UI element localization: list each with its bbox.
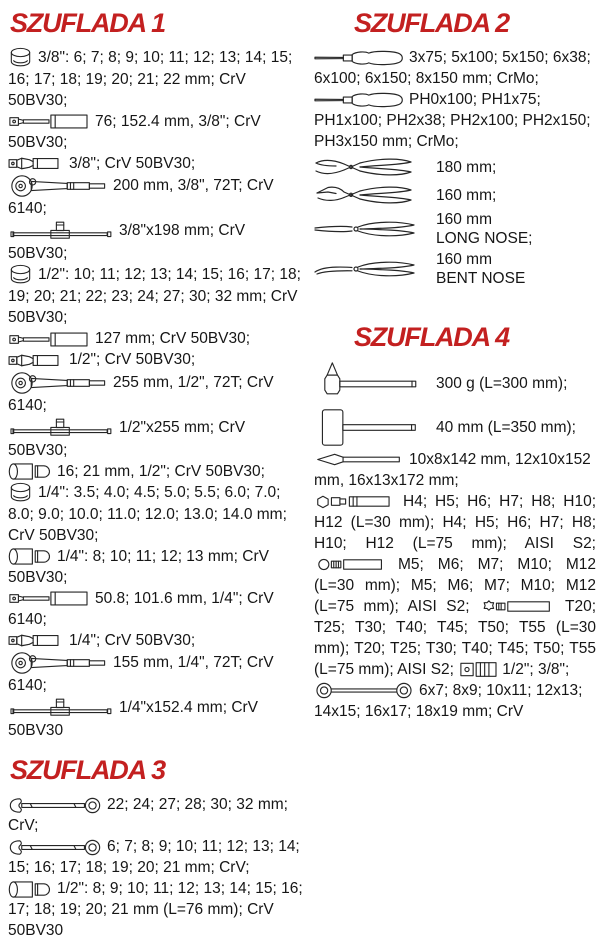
list-item bbox=[8, 174, 304, 219]
list-item bbox=[8, 836, 304, 878]
icon-cell bbox=[314, 154, 436, 180]
t-bar-icon bbox=[8, 696, 114, 720]
item-text: 1/2"x255 mm; CrV 50BV30; bbox=[8, 418, 246, 459]
left-column bbox=[8, 6, 304, 940]
torx-bit-icon bbox=[481, 598, 561, 615]
item-text: 180 mm; bbox=[436, 158, 497, 176]
list-item bbox=[8, 630, 304, 651]
t-bar-icon bbox=[8, 219, 114, 243]
item-text: 3x75; 5x100; 5x150; 6x38; 6x100; 6x150; 8x150 mm; CrMo; bbox=[314, 49, 591, 87]
bent-nose-pliers-icon bbox=[314, 257, 418, 281]
list-item bbox=[8, 482, 304, 546]
item-text: 300 g (L=300 mm); bbox=[436, 375, 568, 392]
combination-pliers-icon bbox=[314, 154, 414, 180]
icon-cell bbox=[314, 408, 436, 447]
item-text: 1/2"; 3/8"; bbox=[502, 661, 570, 678]
socket-icon bbox=[8, 264, 33, 286]
chisel-icon bbox=[314, 452, 404, 467]
list-item bbox=[314, 182, 596, 208]
list-item bbox=[314, 250, 596, 288]
extension-bar-icon bbox=[8, 330, 90, 349]
list-item bbox=[314, 491, 596, 680]
combination-wrench-icon bbox=[8, 838, 102, 857]
spark-plug-socket-icon bbox=[8, 462, 52, 481]
list-item bbox=[8, 416, 304, 461]
item-text: 255 mm, 1/2", 72T; CrV 6140; bbox=[8, 373, 274, 414]
flat-screwdriver-icon bbox=[314, 48, 404, 68]
spark-plug-socket-icon bbox=[8, 880, 52, 899]
list-item bbox=[8, 878, 304, 941]
ring-wrench-icon bbox=[314, 681, 414, 700]
universal-joint-icon bbox=[8, 350, 64, 371]
item-text: 3/8": 6; 7; 8; 9; 10; 11; 12; 13; 14; 15; 16; 17; 18; 19; 20; 21; 22 mm; CrV 50BV30; bbox=[8, 49, 293, 109]
item-label: LONG NOSE; bbox=[436, 230, 533, 247]
item-text: 6; 7; 8; 9; 10; 11; 12; 13; 14; 15; 16; 17; 18; 19; 20; 21 mm; CrV; bbox=[8, 838, 300, 877]
spark-plug-socket-icon bbox=[8, 547, 52, 566]
item-text: 1/4"x152.4 mm; CrV 50BV30 bbox=[8, 699, 259, 740]
icon-cell bbox=[314, 361, 436, 406]
item-text: 6x7; 8x9; 10x11; 12x13; 14x15; 16x17; 18x19 mm; CrV bbox=[314, 682, 583, 720]
hex-bit-icon bbox=[314, 493, 398, 510]
item-text: 200 mm, 3/8", 72T; CrV 6140; bbox=[8, 177, 274, 218]
section-title-szuflada-3: SZUFLADA 3 bbox=[10, 755, 165, 786]
item-text: 40 mm (L=350 mm); bbox=[436, 419, 576, 436]
side-cutters-icon bbox=[314, 182, 414, 208]
list-item bbox=[8, 588, 304, 630]
item-text: 10x8x142 mm, 12x10x152 mm, 16x13x172 mm; bbox=[314, 451, 591, 489]
item-label: BENT NOSE bbox=[436, 270, 526, 287]
long-nose-pliers-icon bbox=[314, 217, 418, 241]
universal-joint-icon bbox=[8, 153, 64, 174]
phillips-screwdriver-icon bbox=[314, 90, 404, 110]
list-item bbox=[314, 361, 596, 406]
list-item bbox=[8, 47, 304, 111]
item-size: 160 mm bbox=[436, 251, 492, 268]
item-text: 160 mm; bbox=[436, 186, 497, 204]
item-text: 76; 152.4 mm, 3/8"; CrV 50BV30; bbox=[8, 113, 261, 151]
socket-icon bbox=[8, 47, 33, 69]
item-text: H4; H5; H6; H7; H8; H10; H12 (L=30 mm); H4; H5; H6; H7; H8; H10; H12 (L=75 mm); AISI S2; bbox=[314, 493, 596, 552]
item-text: 1/4": 3.5; 4.0; 4.5; 5.0; 5.5; 6.0; 7.0; 8.0; 9.0; 10.0; 11.0; 12.0; 13.0; 14.0 mm; CrV 50BV30; bbox=[8, 483, 287, 544]
item-text: 3/8"x198 mm; CrV 50BV30; bbox=[8, 222, 246, 263]
list-item bbox=[8, 153, 304, 174]
list-item bbox=[8, 651, 304, 696]
item-size: 160 mm bbox=[436, 211, 492, 228]
section-title-szuflada-4: SZUFLADA 4 bbox=[354, 322, 509, 352]
extension-bar-icon bbox=[8, 589, 90, 608]
right-column bbox=[314, 6, 596, 800]
list-item bbox=[8, 111, 304, 153]
item-text: 1/2"; CrV 50BV30; bbox=[69, 351, 196, 369]
socket-icon bbox=[8, 482, 33, 504]
combination-wrench-icon bbox=[8, 796, 102, 815]
ratchet-icon bbox=[8, 174, 108, 198]
section-title-szuflada-2: SZUFLADA 2 bbox=[354, 8, 509, 38]
list-item bbox=[8, 696, 304, 741]
item-text: 127 mm; CrV 50BV30; bbox=[95, 330, 251, 348]
icon-cell bbox=[314, 257, 436, 281]
item-text: M5; M6; M7; M10; M12 (L=30 mm); M5; M6; M7; M10; M12 (L=75 mm); AISI S2; bbox=[314, 556, 596, 615]
spline-bit-icon bbox=[316, 556, 394, 573]
list-item bbox=[8, 461, 304, 482]
item-text: 50.8; 101.6 mm, 1/4"; CrV 6140; bbox=[8, 589, 274, 628]
universal-joint-icon bbox=[8, 630, 64, 651]
item-text: 1/2": 8; 9; 10; 11; 12; 13; 14; 15; 16; 17; 18; 19; 20; 21 mm (L=76 mm); CrV 50BV30 bbox=[8, 880, 303, 940]
item-text: 1/2": 10; 11; 12; 13; 14; 15; 16; 17; 18; 19; 20; 21; 22; 23; 24; 27; 30; 32 mm; CrV 50BV30; bbox=[8, 266, 301, 327]
list-item bbox=[8, 349, 304, 370]
item-text: 3/8"; CrV 50BV30; bbox=[69, 155, 196, 172]
list-item bbox=[8, 794, 304, 836]
section-title-szuflada-1: SZUFLADA 1 bbox=[10, 8, 165, 38]
list-item bbox=[8, 328, 304, 349]
adapter-icon bbox=[460, 661, 498, 678]
list-item bbox=[8, 219, 304, 264]
item-text: 22; 24; 27; 28; 30; 32 mm; CrV; bbox=[8, 796, 288, 835]
list-item bbox=[314, 47, 596, 89]
item-text: PH0x100; PH1x75; PH1x100; PH2x38; PH2x100; PH2x150; PH3x150 mm; CrMo; bbox=[314, 91, 591, 150]
hammer-icon bbox=[314, 361, 420, 406]
list-item bbox=[8, 546, 304, 588]
list-item bbox=[8, 264, 304, 328]
item-text bbox=[436, 250, 525, 288]
item-text: 16; 21 mm, 1/2"; CrV 50BV30; bbox=[57, 462, 265, 480]
list-item bbox=[314, 154, 596, 180]
item-text: 1/4"; CrV 50BV30; bbox=[69, 631, 196, 649]
ratchet-icon bbox=[8, 371, 108, 395]
mallet-icon bbox=[314, 408, 420, 447]
item-text: T20; T25; T30; T40; T45; T50; T55 (L=30 mm); T20; T25; T30; T40; T45; T50; T55 (L=75 mm); AISI S2; bbox=[314, 598, 596, 678]
list-item bbox=[314, 408, 596, 447]
item-text: 155 mm, 1/4", 72T; CrV 6140; bbox=[8, 654, 274, 695]
icon-cell bbox=[314, 217, 436, 241]
list-item bbox=[8, 371, 304, 416]
list-item bbox=[314, 89, 596, 152]
icon-cell bbox=[314, 182, 436, 208]
t-bar-icon bbox=[8, 416, 114, 440]
list-item bbox=[314, 680, 596, 722]
item-text bbox=[436, 210, 532, 248]
list-item bbox=[314, 449, 596, 491]
item-text: 1/4": 8; 10; 11; 12; 13 mm; CrV 50BV30; bbox=[8, 547, 269, 586]
ratchet-icon bbox=[8, 651, 108, 675]
list-item bbox=[314, 210, 596, 248]
extension-bar-icon bbox=[8, 112, 90, 131]
